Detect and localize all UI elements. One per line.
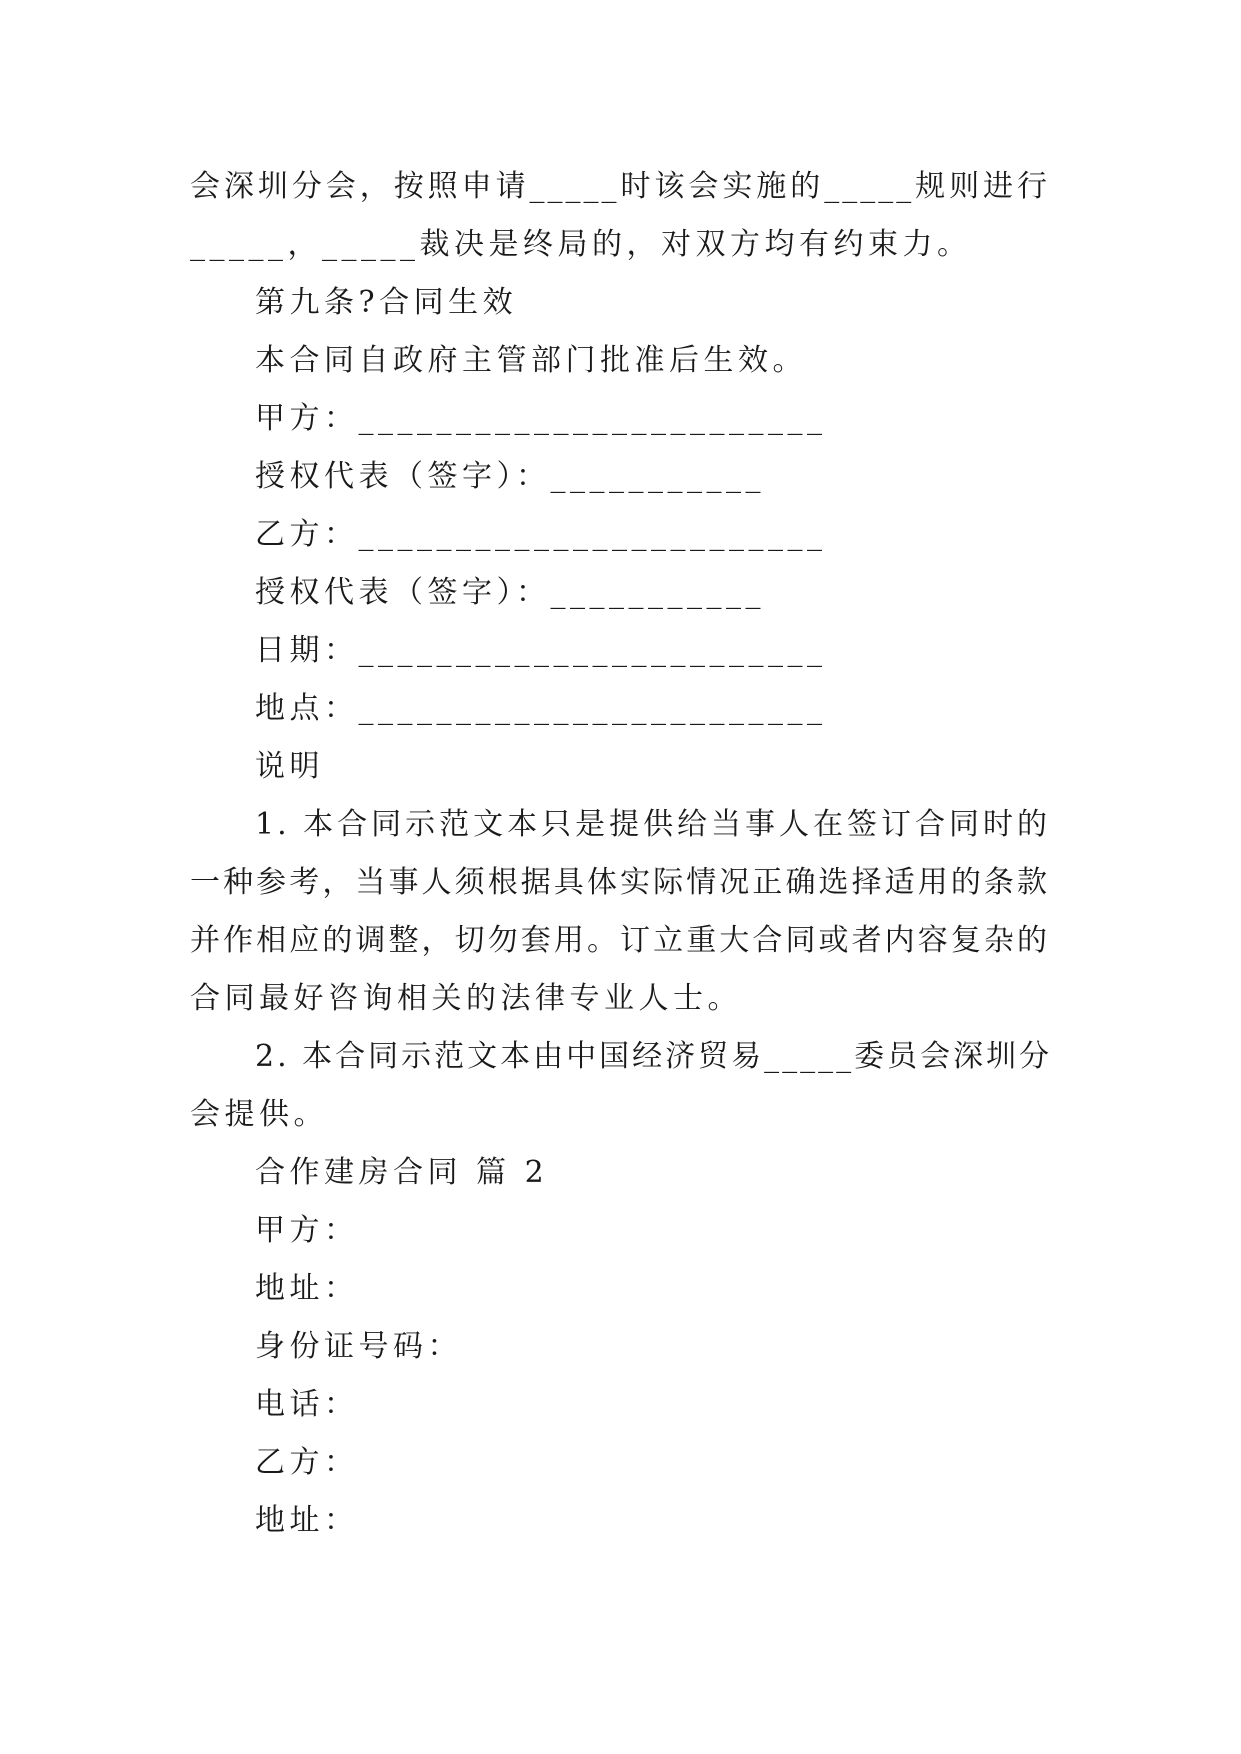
article9-heading: 第九条?合同生效 <box>255 285 518 320</box>
party-a-signature-field: 甲方：________________________ <box>255 401 827 436</box>
contract2-phone: 电话： <box>255 1387 359 1422</box>
rep-b-signature-field: 授权代表（签字）：___________ <box>255 575 765 610</box>
date-field: 日期：________________________ <box>255 633 827 668</box>
note2-line-1: 2. 本合同示范文本由中国经济贸易_____委员会深圳分 <box>255 1039 1053 1074</box>
contract2-id-number: 身份证号码： <box>255 1329 462 1364</box>
note1-line-3: 并作相应的调整，切勿套用。订立重大合同或者内容复杂的 <box>190 923 1050 958</box>
article9-body: 本合同自政府主管部门批准后生效。 <box>255 343 807 378</box>
arbitration-line-2: _____，_____裁决是终局的，对双方均有约束力。 <box>190 227 972 262</box>
rep-a-signature-field: 授权代表（签字）：___________ <box>255 459 765 494</box>
contract2-address-a: 地址： <box>255 1271 359 1306</box>
party-b-signature-field: 乙方：________________________ <box>255 517 827 552</box>
note2-line-2: 会提供。 <box>190 1097 328 1132</box>
contract2-address-b: 地址： <box>255 1503 359 1538</box>
place-field: 地点：________________________ <box>255 691 827 726</box>
contract2-title: 合作建房合同 篇 2 <box>255 1155 549 1190</box>
note1-line-4: 合同最好咨询相关的法律专业人士。 <box>190 981 742 1016</box>
note1-line-2: 一种参考，当事人须根据具体实际情况正确选择适用的条款 <box>190 865 1050 900</box>
notes-heading: 说明 <box>255 749 324 784</box>
note1-line-1: 1. 本合同示范文本只是提供给当事人在签订合同时的 <box>255 807 1050 842</box>
document-page <box>190 158 1053 1550</box>
contract2-party-a: 甲方： <box>255 1213 359 1248</box>
contract2-party-b: 乙方： <box>255 1445 359 1480</box>
arbitration-line-1: 会深圳分会，按照申请_____时该会实施的_____规则进行 <box>190 169 1050 204</box>
